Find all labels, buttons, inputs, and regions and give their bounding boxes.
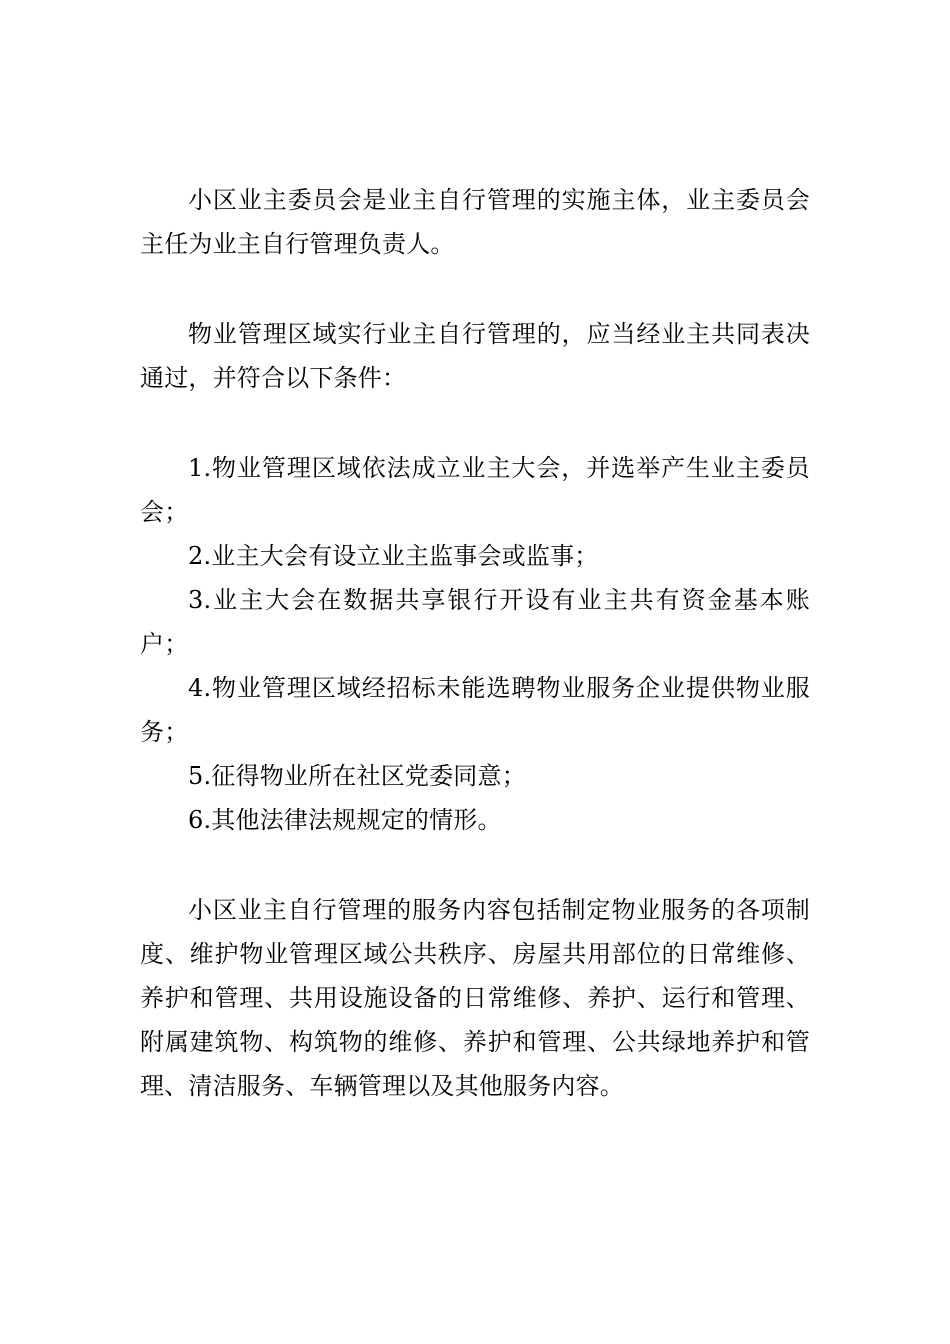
conditions-list — [140, 446, 810, 842]
list-item: 3.业主大会在数据共享银行开设有业主共有资金基本账户； — [140, 586, 810, 658]
document-page — [140, 178, 810, 1108]
paragraph-conditions-intro: 物业管理区域实行业主自行管理的，应当经业主共同表决通过，并符合以下条件： — [140, 320, 810, 392]
list-item: 4.物业管理区域经招标未能选聘物业服务企业提供物业服务； — [140, 674, 810, 746]
list-item: 1.物业管理区域依法成立业主大会，并选举产生业主委员会； — [140, 454, 810, 526]
list-item: 5.征得物业所在社区党委同意； — [188, 762, 526, 790]
paragraph-service-content: 小区业主自行管理的服务内容包括制定物业服务的各项制度、维护物业管理区域公共秩序、房屋共用部位的日常维修、养护和管理、共用设施设备的日常维修、养护、运行和管理、附属建筑物、构筑物的维修、养护和管理、公共绿地养护和管理、清洁服务、车辆管理以及其他服务内容。 — [140, 896, 810, 1100]
list-item: 6.其他法律法规规定的情形。 — [188, 806, 502, 834]
paragraph-committee: 小区业主委员会是业主自行管理的实施主体，业主委员会主任为业主自行管理负责人。 — [140, 186, 810, 258]
list-item: 2.业主大会有设立业主监事会或监事； — [188, 542, 599, 570]
